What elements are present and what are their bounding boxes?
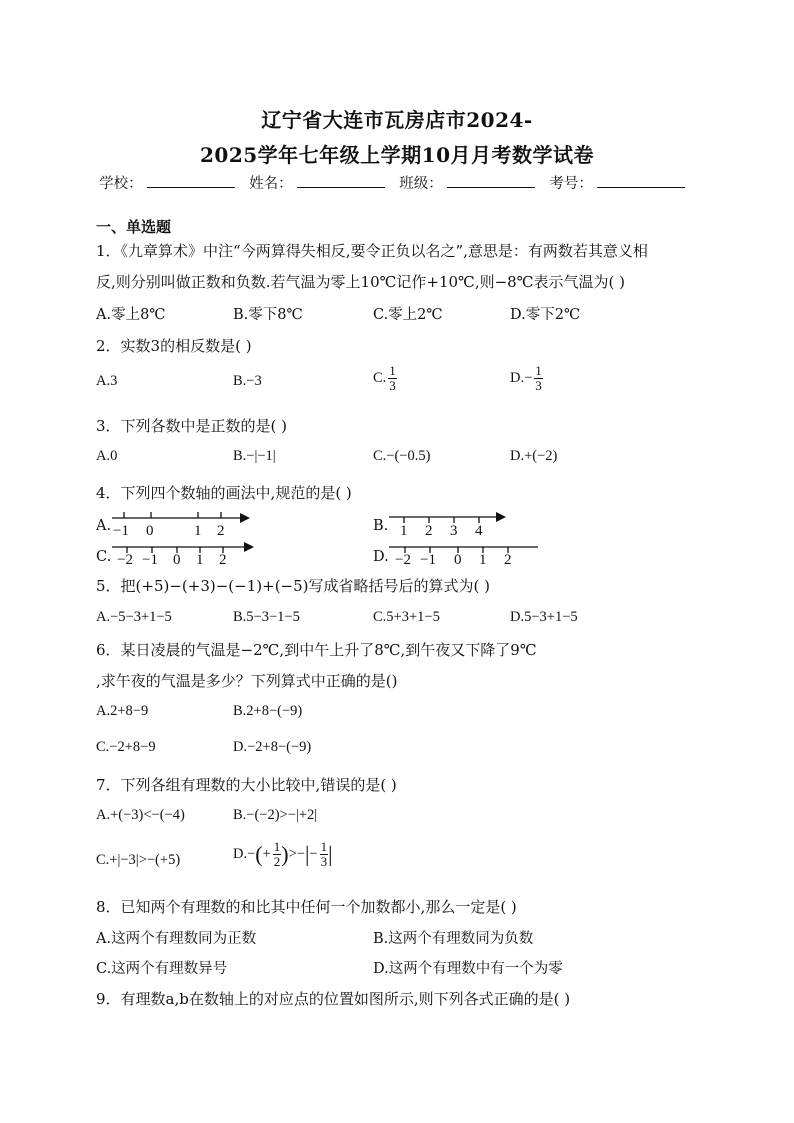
q3-option-d: D.+(−2) xyxy=(510,448,558,464)
q3-option-b: B.−|−1| xyxy=(233,448,276,464)
q7-option-b: B.−(−2)>−|+2| xyxy=(233,807,318,823)
q5-stem: 5．把(+5)−(+3)−(−1)+(−5)写成省略括号后的算式为( ) xyxy=(96,577,490,595)
tick-label: 1 xyxy=(194,523,202,539)
q6-option-a: A.2+8−9 xyxy=(96,703,149,719)
q6-option-b: B.2+8−(−9) xyxy=(233,703,303,719)
q2-d-prefix: D.− xyxy=(510,369,533,386)
tick-label: −2 xyxy=(395,552,411,568)
q7-d-fraction-2 xyxy=(320,840,329,869)
q4-label-d: D. xyxy=(373,549,389,565)
q9-stem: 9．有理数a,b在数轴上的对应点的位置如图所示,则下列各式正确的是( ) xyxy=(96,990,571,1008)
q8-option-d: D.这两个有理数中有一个为零 xyxy=(373,961,563,977)
paren-close: ) xyxy=(281,841,289,867)
q8-stem: 8．已知两个有理数的和比其中任何一个加数都小,那么一定是( ) xyxy=(96,898,517,916)
arrow-head xyxy=(244,542,254,552)
q2-option-a: A.3 xyxy=(96,373,118,389)
q5-option-c: C.5+3+1−5 xyxy=(373,609,440,625)
q8-option-c: C.这两个有理数异号 xyxy=(96,961,228,977)
tick-label: 2 xyxy=(217,523,225,539)
q3-option-c: C.−(−0.5) xyxy=(373,448,431,464)
school-field[interactable] xyxy=(147,173,235,188)
denominator: 3 xyxy=(320,854,328,869)
q2-c-prefix: C. xyxy=(373,369,387,386)
q4-label-c: C. xyxy=(96,549,112,565)
q3-option-a: A.0 xyxy=(96,448,118,464)
tick-label: 0 xyxy=(173,552,181,568)
q2-stem: 2．实数3的相反数是( ) xyxy=(96,337,252,355)
abs-left: | xyxy=(304,841,310,867)
q2-d-denominator: 3 xyxy=(535,378,542,393)
tick-label: 0 xyxy=(146,523,154,539)
q4-label-a: A. xyxy=(96,518,112,534)
tick-label: −1 xyxy=(420,552,436,568)
q4-label-b: B. xyxy=(373,518,389,534)
abs-right: | xyxy=(328,841,333,867)
tick-label: 2 xyxy=(425,523,433,539)
title-line-2: 2025学年七年级上学期10月月考数学试卷 xyxy=(200,143,594,167)
tick-label: 2 xyxy=(219,552,227,568)
q5-option-b: B.5−3−1−5 xyxy=(233,609,300,625)
arrow-head xyxy=(496,512,506,522)
q3-stem: 3．下列各数中是正数的是( ) xyxy=(96,417,288,435)
q2-option-b: B.−3 xyxy=(233,373,262,389)
tick-label: 3 xyxy=(450,523,458,539)
class-field[interactable] xyxy=(447,173,535,188)
q1-option-d: D.零下2℃ xyxy=(510,307,581,323)
q6-option-c: C.−2+8−9 xyxy=(96,739,156,755)
q1-line-2: 反,则分别叫做正数和负数.若气温为零上10℃记作+10℃,则−8℃表示气温为( ) xyxy=(96,273,625,291)
numerator: 1 xyxy=(273,839,281,854)
tick-label: 0 xyxy=(454,552,462,568)
tick-label: −2 xyxy=(117,552,133,568)
numerator: 1 xyxy=(320,839,328,854)
class-label: 班级： xyxy=(399,176,443,192)
q1-option-c: C.零上2℃ xyxy=(373,307,443,323)
q7-option-a: A.+(−3)<−(−4) xyxy=(96,807,185,823)
q7-option-c: C.+|−3|>−(+5) xyxy=(96,852,181,868)
q2-d-fraction xyxy=(534,364,543,393)
paren-open: ( xyxy=(255,841,263,867)
tick-label: 1 xyxy=(400,523,408,539)
q6-line-2: ,求午夜的气温是多少？下列算式中正确的是() xyxy=(96,672,398,690)
minus-sign: − xyxy=(309,845,318,862)
tick-label: −1 xyxy=(142,552,158,568)
q5-option-d: D.5−3+1−5 xyxy=(510,609,578,625)
denominator: 2 xyxy=(273,854,281,869)
q6-option-d: D.−2+8−(−9) xyxy=(233,739,312,755)
q7-option-d xyxy=(233,840,332,869)
number-field[interactable] xyxy=(597,173,685,188)
q1-option-a: A.零上8℃ xyxy=(96,307,166,323)
arrow-head xyxy=(240,513,250,523)
section-heading: 一、单选题 xyxy=(96,218,172,236)
tick-label: −1 xyxy=(113,523,129,539)
plus-sign: + xyxy=(262,845,271,862)
q2-d-numerator: 1 xyxy=(535,363,542,378)
q8-option-a: A.这两个有理数同为正数 xyxy=(96,931,257,947)
q2-c-numerator: 1 xyxy=(389,363,396,378)
number-label: 考号： xyxy=(549,176,593,192)
tick-label: 2 xyxy=(504,552,512,568)
tick-label: 4 xyxy=(475,523,483,539)
q1-option-b: B.零下8℃ xyxy=(233,307,303,323)
q2-c-fraction xyxy=(388,364,397,393)
q8-option-b: B.这两个有理数同为负数 xyxy=(373,931,534,947)
q2-option-d xyxy=(510,364,543,393)
student-info xyxy=(0,172,794,193)
q2-c-denominator: 3 xyxy=(389,378,396,393)
tick-label: 1 xyxy=(479,552,487,568)
school-label: 学校： xyxy=(99,176,143,192)
q1-line-1: 1．《九章算术》中注“今两算得失相反,要令正负以名之”,意思是：有两数若其意义相 xyxy=(96,242,648,260)
q7-stem: 7．下列各组有理数的大小比较中,错误的是( ) xyxy=(96,776,397,794)
title-line-1: 辽宁省大连市瓦房店市2024- xyxy=(261,108,533,132)
q2-option-c xyxy=(373,364,397,393)
name-field[interactable] xyxy=(297,173,385,188)
q7-d-prefix: D.− xyxy=(233,845,256,862)
comparison: >− xyxy=(288,845,305,862)
q5-option-a: A.−5−3+1−5 xyxy=(96,609,172,625)
q6-line-1: 6．某日凌晨的气温是−2℃,到中午上升了8℃,到午夜又下降了9℃ xyxy=(96,641,537,659)
name-label: 姓名： xyxy=(249,176,293,192)
tick-label: 1 xyxy=(196,552,204,568)
q4-stem: 4．下列四个数轴的画法中,规范的是( ) xyxy=(96,484,352,502)
